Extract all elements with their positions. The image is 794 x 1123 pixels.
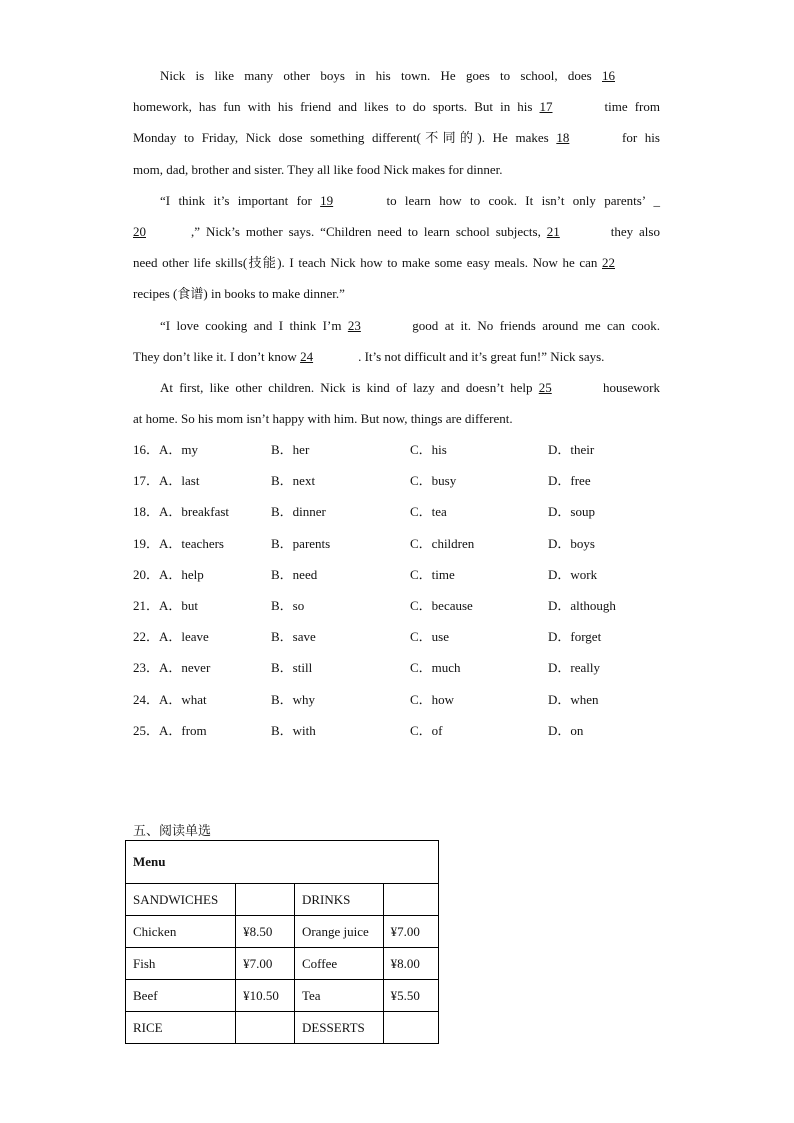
question-number: 16． <box>133 442 160 457</box>
option-c[interactable] <box>410 503 447 521</box>
option-label: B．dinner <box>271 504 326 520</box>
option-a[interactable] <box>133 691 207 709</box>
passage-text: At first, like other children. Nick is kind of lazy and doesn’t help <box>160 380 539 395</box>
passage-text: for his <box>614 130 660 146</box>
option-label: D．free <box>548 473 591 489</box>
item-cell: Beef <box>126 980 236 1012</box>
option-label: A．last <box>159 473 200 489</box>
option-b[interactable] <box>271 628 316 646</box>
price-cell <box>383 1012 438 1044</box>
passage-line <box>133 410 660 428</box>
passage-line <box>133 254 660 272</box>
passage-text: they also <box>604 224 660 239</box>
passage-text: homework, has fun with his friend and likes to do sports. But in his <box>133 99 540 115</box>
item-cell: DESSERTS <box>294 1012 383 1044</box>
blank-21: 21 <box>546 224 560 239</box>
passage-text: to learn how to cook. It isn’t only parents’ _ <box>378 192 661 208</box>
passage-text: . It’s not difficult and it’s great fun!” Nick says. <box>358 348 605 364</box>
question-19 <box>133 535 673 553</box>
question-21 <box>133 597 673 615</box>
option-label: B．next <box>271 473 316 489</box>
option-d[interactable] <box>548 472 591 490</box>
option-label: B．need <box>271 566 318 582</box>
option-label: B．still <box>271 660 313 676</box>
option-label: D．really <box>548 660 600 676</box>
option-a[interactable] <box>133 597 198 615</box>
option-d[interactable] <box>548 597 616 615</box>
option-d[interactable] <box>548 628 601 646</box>
menu-row <box>126 916 439 948</box>
section-title: 五、阅读单选 <box>133 824 212 839</box>
price-cell <box>236 1012 295 1044</box>
option-label: B．why <box>271 691 316 707</box>
option-label: A．my <box>159 442 199 457</box>
option-label: D．soup <box>548 504 595 520</box>
passage-line <box>133 223 660 241</box>
option-d[interactable] <box>548 659 600 677</box>
menu-table <box>125 840 439 1044</box>
option-b[interactable] <box>271 535 330 553</box>
passage-text: mom, dad, brother and sister. They all like food Nick makes for dinner. <box>133 161 503 177</box>
option-label: C．much <box>410 660 461 676</box>
blank-22: 22 <box>602 255 615 271</box>
passage-line <box>133 129 660 147</box>
passage-line <box>160 317 660 335</box>
option-label: D．boys <box>548 535 595 551</box>
passage-text: at home. So his mom isn’t happy with him. But now, things are different. <box>133 411 513 427</box>
question-number: 24． <box>133 691 160 707</box>
passage-line <box>133 161 660 179</box>
price-cell: ¥5.50 <box>383 980 438 1012</box>
option-d[interactable] <box>548 691 599 709</box>
option-b[interactable] <box>271 441 309 459</box>
menu-row <box>126 884 439 916</box>
question-number: 23． <box>133 660 160 676</box>
item-cell: RICE <box>126 1012 236 1044</box>
option-d[interactable] <box>548 503 595 521</box>
option-label: D．forget <box>548 629 602 645</box>
price-cell: ¥10.50 <box>236 980 295 1012</box>
option-label: C．his <box>410 442 447 457</box>
option-label: A．leave <box>159 629 209 645</box>
question-17 <box>133 472 673 490</box>
passage-line <box>160 379 660 397</box>
price-cell: ¥7.00 <box>236 948 295 980</box>
option-c[interactable] <box>410 566 455 584</box>
question-18 <box>133 503 673 521</box>
option-a[interactable] <box>133 566 204 584</box>
question-number: 18． <box>133 504 160 520</box>
option-b[interactable] <box>271 566 317 584</box>
question-number: 22． <box>133 629 160 645</box>
option-label: C．use <box>410 629 450 645</box>
price-cell: ¥7.00 <box>383 916 438 948</box>
option-d[interactable] <box>548 722 583 740</box>
passage-text: They don’t like it. I don’t know <box>133 348 301 364</box>
passage-text: “I think it’s important for <box>160 192 321 208</box>
option-label: B．so <box>271 598 305 613</box>
option-label: B．save <box>271 629 316 645</box>
option-label: B．parents <box>271 535 331 551</box>
price-cell <box>236 884 295 916</box>
option-label: C．because <box>410 598 473 613</box>
question-number: 21． <box>133 598 160 613</box>
menu-row <box>126 1012 439 1044</box>
option-label: A．what <box>159 691 207 707</box>
option-d[interactable] <box>548 535 595 553</box>
option-a[interactable] <box>133 503 229 521</box>
passage-line <box>160 192 660 210</box>
option-label: C．busy <box>410 473 457 489</box>
passage-text: good at it. No friends around me can cook. <box>405 317 660 333</box>
option-label: C．of <box>410 722 443 738</box>
option-b[interactable] <box>271 691 315 709</box>
option-d[interactable] <box>548 566 597 584</box>
question-22 <box>133 628 673 646</box>
price-cell: ¥8.50 <box>236 916 295 948</box>
passage-text: Monday to Friday, Nick dose something different(不同的). He makes <box>133 130 557 146</box>
menu-row <box>126 980 439 1012</box>
option-label: A．teachers <box>159 535 224 551</box>
blank-25: 25 <box>538 380 552 395</box>
question-number: 17． <box>133 473 160 489</box>
question-20 <box>133 566 673 584</box>
option-c[interactable] <box>410 441 447 459</box>
price-cell: ¥8.00 <box>383 948 438 980</box>
item-cell: Tea <box>294 980 383 1012</box>
option-label: C．tea <box>410 504 447 520</box>
option-c[interactable] <box>410 628 449 646</box>
option-c[interactable] <box>410 535 474 553</box>
option-label: D．when <box>548 691 599 707</box>
option-c[interactable] <box>410 659 461 677</box>
blank-19: 19 <box>320 192 334 208</box>
question-23 <box>133 659 673 677</box>
option-label: A．but <box>159 598 199 613</box>
option-a[interactable] <box>133 441 198 459</box>
option-c[interactable] <box>410 597 473 615</box>
option-label: C．time <box>410 566 455 582</box>
option-label: A．from <box>159 722 207 738</box>
question-24 <box>133 691 673 709</box>
item-cell: Fish <box>126 948 236 980</box>
blank-20: 20 <box>133 224 146 239</box>
question-number: 25． <box>133 722 160 738</box>
passage-line <box>133 285 660 303</box>
menu-title: Menu <box>126 841 439 884</box>
passage-text: housework <box>596 380 660 395</box>
option-b[interactable] <box>271 597 304 615</box>
blank-16: 16 <box>602 68 615 83</box>
option-a[interactable] <box>133 535 224 553</box>
blank-23: 23 <box>347 317 361 333</box>
option-a[interactable] <box>133 659 210 677</box>
item-cell: DRINKS <box>294 884 383 916</box>
passage-text: Nick is like many other boys in his town. He goes to school, does <box>160 68 602 83</box>
option-a[interactable] <box>133 628 209 646</box>
item-cell: Coffee <box>294 948 383 980</box>
option-label: A．breakfast <box>159 504 230 520</box>
option-a[interactable] <box>133 472 199 490</box>
option-label: A．never <box>159 660 211 676</box>
option-b[interactable] <box>271 722 316 740</box>
passage-line <box>160 67 660 85</box>
question-number: 19． <box>133 535 160 551</box>
menu-title-row <box>126 841 439 884</box>
passage-text: ,” Nick’s mother says. “Children need to learn school subjects, <box>191 224 547 239</box>
question-16 <box>133 441 673 459</box>
option-label: C．children <box>410 535 475 551</box>
blank-18: 18 <box>556 130 570 146</box>
passage-line <box>133 348 660 366</box>
menu-row <box>126 948 439 980</box>
item-cell: SANDWICHES <box>126 884 236 916</box>
option-b[interactable] <box>271 659 312 677</box>
option-label: B．her <box>271 442 310 457</box>
option-label: B．with <box>271 722 316 738</box>
option-b[interactable] <box>271 503 326 521</box>
option-label: D．their <box>548 442 595 457</box>
option-c[interactable] <box>410 472 456 490</box>
option-c[interactable] <box>410 722 443 740</box>
passage-text: need other life skills(技能). I teach Nick how to make some easy meals. Now he can <box>133 255 602 271</box>
option-label: D．although <box>548 598 616 613</box>
option-b[interactable] <box>271 472 315 490</box>
price-cell <box>383 884 438 916</box>
option-a[interactable] <box>133 722 207 740</box>
passage-text: time from <box>597 99 660 115</box>
option-label: D．on <box>548 722 584 738</box>
option-label: D．work <box>548 566 598 582</box>
passage-line <box>133 98 660 116</box>
passage-text: recipes (食谱) in books to make dinner.” <box>133 286 345 302</box>
option-d[interactable] <box>548 441 594 459</box>
item-cell: Orange juice <box>294 916 383 948</box>
item-cell: Chicken <box>126 916 236 948</box>
blank-24: 24 <box>300 348 314 364</box>
option-label: C．how <box>410 691 455 707</box>
question-number: 20． <box>133 566 160 582</box>
option-c[interactable] <box>410 691 454 709</box>
question-25 <box>133 722 673 740</box>
passage-text: “I love cooking and I think I’m <box>160 317 348 333</box>
option-label: A．help <box>159 566 204 582</box>
blank-17: 17 <box>539 99 553 115</box>
